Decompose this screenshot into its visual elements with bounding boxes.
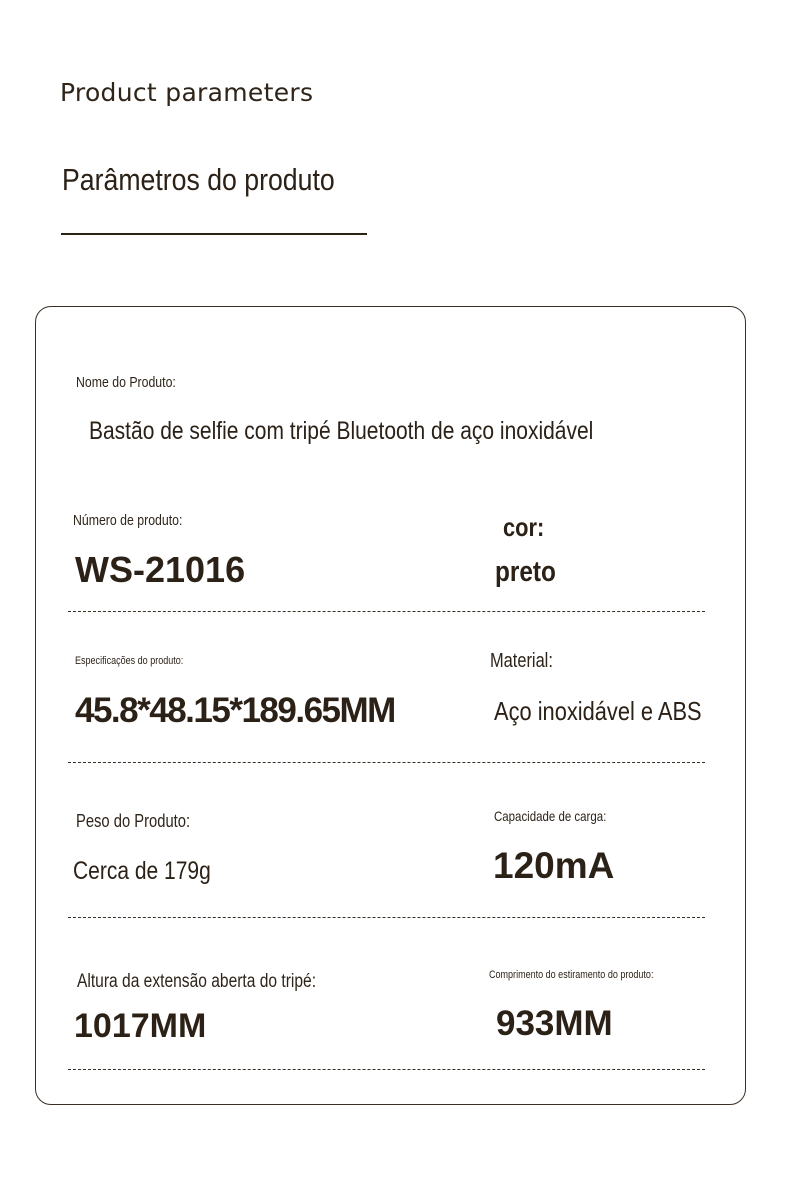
page-title-english: Product parameters <box>60 78 314 107</box>
row-divider <box>68 917 705 918</box>
product-number-label: Número de produto: <box>73 512 183 529</box>
row-divider <box>68 762 705 763</box>
product-number-value: WS-21016 <box>75 549 246 590</box>
weight-label: Peso do Produto: <box>76 811 191 831</box>
row-divider <box>68 611 705 612</box>
product-name-value: Bastão de selfie com tripé Bluetooth de aço inoxidável <box>89 417 594 445</box>
color-value: preto <box>495 556 556 588</box>
tripod-height-label: Altura da extensão aberta do tripé: <box>77 971 317 992</box>
weight-value: Cerca de 179g <box>73 857 211 885</box>
specifications-label: Especificações do produto: <box>75 655 184 667</box>
capacity-value: 120mA <box>493 845 615 886</box>
stretch-length-label: Comprimento do estiramento do produto: <box>489 969 654 981</box>
page-title-portuguese: Parâmetros do produto <box>62 162 335 197</box>
color-label: cor: <box>503 512 545 542</box>
title-underline <box>61 233 367 235</box>
tripod-height-value: 1017MM <box>74 1007 207 1045</box>
specifications-value: 45.8*48.15*189.65MM <box>75 691 395 730</box>
row-divider <box>68 1069 705 1070</box>
product-name-label: Nome do Produto: <box>76 374 176 391</box>
material-label: Material: <box>490 650 553 672</box>
stretch-length-value: 933MM <box>496 1004 613 1043</box>
material-value: Aço inoxidável e ABS <box>494 696 702 726</box>
capacity-label: Capacidade de carga: <box>494 808 607 824</box>
